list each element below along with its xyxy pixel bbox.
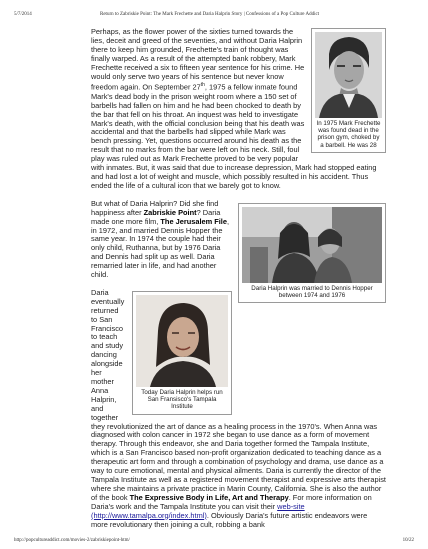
website-link[interactable]: web-site [277, 501, 305, 511]
p2-text-a: But what of Daria Halprin? Did she find happiness after [91, 198, 219, 217]
p3-text-c: . For more information on Daria's work and the Tampala Institute you can visit their [91, 492, 372, 511]
p2-text-e: , in 1972, and married Dennis Hopper the same year. In 1974 the couple had their only child, Ruthanna, but by 1976 Daria and Dennis had split up as well. Daria remarried later in life, and had another child. [91, 216, 230, 280]
figure-daria-today [132, 291, 232, 415]
daria-dennis-photo [242, 207, 382, 283]
mark-frechette-photo [315, 32, 382, 118]
daria-today-caption: Today Daria Halprin helps run San Fransisco's Tampala Institute [141, 388, 223, 411]
figure-daria-dennis [238, 203, 386, 303]
print-title: Return to Zabriskie Point: The Mark Frechette and Daria Halprin Story | Confessions of a Pop Culture Addict [100, 12, 320, 17]
website-url-link[interactable]: (http://www.tamalpa.org/index.html) [91, 510, 207, 520]
daria-today-photo [136, 295, 228, 387]
film-title-zabriskie: Zabriskie Point [143, 207, 197, 217]
p1-superscript: th [200, 82, 205, 89]
daria-dennis-caption: Daria Halprin was married to Dennis Hopper between 1974 and 1976 [251, 284, 373, 299]
print-date: 5/7/2014 [14, 12, 32, 17]
figure-mark-frechette [311, 28, 386, 153]
p3-text-a: Daria eventually returned to San Francisco to teach and study dancing alongside her mother Anna Halprin, and together they revolutionized the art of dance as a healing process in the 1970's. When Anna was diagnosed with colon cancer in 1972 she began to use dance as a form of movement therapy. Through this endeavor, she and Daria together formed the Tampala Institute, which is a San Francisco based non-profit organization dedicated to teaching dance as a therapeutic art form and through a combination of psychology and drama, use dance as a way to cure emotional, mental and physical ailments. Daria is currently the director of the Tampala Institute as well as a registered movement therapist and expressive arts therapist where she maintains a private practice in Marin County, California. She is also the author of the book [91, 287, 386, 502]
mark-frechette-caption: In 1975 Mark Frechette was found dead in the prison gym, choked by a barbell. He was 28 [316, 120, 381, 149]
article-body [91, 28, 386, 538]
film-title-jerusalem: The Jerusalem File [160, 216, 227, 226]
p2-text-c: ? Daria made one more film, [91, 207, 221, 226]
p3-text-d: . Obviously Daria's future artistic endeavors were more revolutionary then joining a cult, robbing a bank [91, 510, 368, 529]
book-title: The Expressive Body in Life, Art and Therapy [129, 492, 289, 502]
p1-text: Perhaps, as the flower power of the sixties turned towards the lies, deceit and greed of the seventies, and without Daria Halprin there to keep him grounded, Frechette's train of thought was finally warped. As a result of the attempted bank robbery, Mark Frechette received a six to fifteen year sentence for his crime. He would only serve two years of his sentence but never know freedom again. On September 27 [91, 27, 305, 92]
print-url: http://popcultureaddict.com/movies-2/zabriskiepoint-htm/ [14, 538, 130, 543]
p1-text-cont: , 1975 a fellow inmate found Mark's dead body in the prison weight room where a 150 set of barbells had fallen on him and he had been chocked to death by the bar that fell on his throat. An inquest was held to investigate Mark's death, with the official conclusion being that his death was accidental and that the barbells had slipped while Mark was bench pressing. Yet, questions occurred around his death as the result that no marks from the bar were left on his neck. Still, foul play was ruled out as Mark Frechette proved to be very popular with inmates. But, it was said that due to increase depression, Mark had stopped eating and had lost a lot of weight and muscle, which possibly resulted in his accident. Thus ended the life of a cultural icon that we barely got to know. [91, 82, 377, 190]
page-number: 10/22 [402, 538, 414, 543]
